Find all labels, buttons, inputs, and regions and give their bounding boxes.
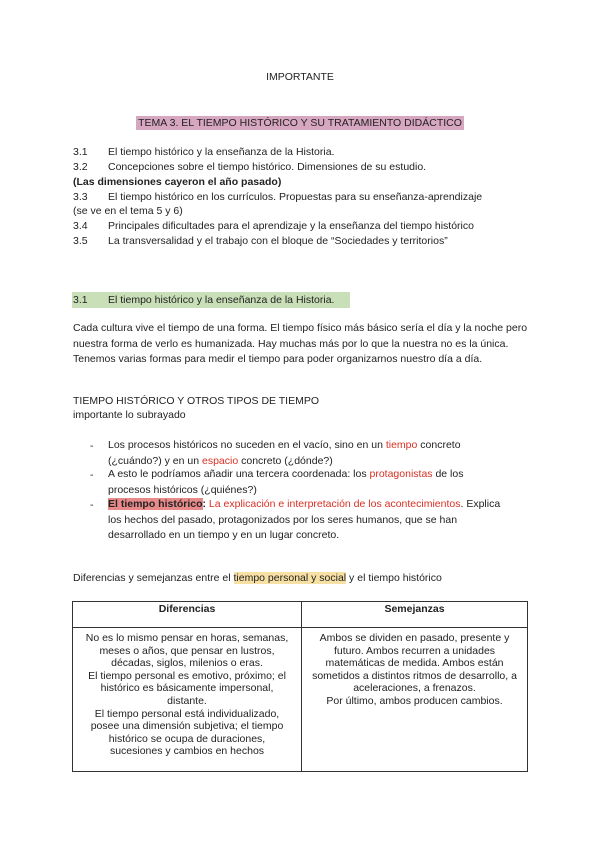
toc-note: (se ve en el tema 5 y 6) [73, 205, 183, 217]
highlight-word: protagonistas [369, 468, 433, 480]
cell-line: aceleraciones, a frenazos. [353, 682, 476, 695]
section-heading [72, 292, 350, 308]
cell-line: No es lo mismo pensar en horas, semanas, [85, 632, 289, 644]
column-header-diferencias: Diferencias [73, 602, 302, 628]
section-title: El tiempo histórico y la enseñanza de la Historia. [108, 294, 335, 306]
bullet-item [108, 497, 508, 544]
bullet-text: A esto le podríamos añadir una tercera coordenada: los [108, 468, 370, 480]
toc-item-num: 3.3 [73, 191, 88, 203]
toc-item-num: 3.2 [73, 161, 88, 173]
cell-line: futuro. Ambos recurren a unidades [333, 644, 496, 657]
cell-line: sucesiones y cambios en hechos [109, 745, 265, 758]
cell-line: histórico se ocupa de duraciones, [108, 732, 266, 745]
table-row [73, 628, 528, 772]
toc-item [73, 145, 533, 159]
toc-item [73, 190, 533, 204]
table-header-row [73, 602, 528, 628]
toc-note-bold: (Las dimensiones cayeron el año pasado) [73, 176, 282, 188]
cell-line: Por último, ambos producen cambios. [326, 694, 503, 707]
section-num: 3.1 [73, 294, 88, 306]
toc-item-num: 3.5 [73, 235, 88, 247]
comparison-table [72, 601, 528, 772]
cell-line: El tiempo personal está individualizado, [94, 707, 280, 720]
cell-line: histórico es básicamente impersonal, [100, 682, 274, 695]
bullet-text: de los procesos históricos (¿quiénes?) [108, 468, 464, 496]
cell-line: décadas, siglos, milenios o eras. [111, 657, 263, 670]
cell-line: Ambos se dividen en pasado, presente y [319, 632, 510, 644]
section-intro: Cada cultura vive el tiempo de una forma. El tiempo físico más básico sería el día y la noche pero nuestra forma de verlo es humanizada. Hay muchas más por lo que la nuestra no es la única. Tenemos varias formas para medir el tiempo para poder organizarnos nuestro día a día. [73, 322, 528, 365]
diferencias-cell [73, 628, 302, 772]
toc-item-text: El tiempo histórico en los currículos. Propuestas para su enseñanza-aprendizaje [108, 191, 483, 203]
diff-intro [73, 571, 533, 587]
toc-item-text: El tiempo histórico y la enseñanza de la Historia. [108, 146, 335, 158]
diff-intro-text: Diferencias y semejanzas entre el [73, 572, 234, 584]
highlight-word: espacio [201, 454, 239, 467]
diff-intro-text: y el tiempo histórico [346, 572, 442, 584]
cell-line: El tiempo personal es emotivo, próximo; el [88, 669, 286, 682]
diff-intro-highlight: tiempo personal y social [233, 572, 347, 584]
bullet-marker: - [90, 499, 94, 511]
toc-item [73, 160, 533, 174]
column-header-semejanzas: Semejanzas [302, 602, 528, 628]
page-header [0, 71, 600, 83]
bullet-text: Los procesos históricos no suceden en el vacío, sino en un [108, 439, 386, 451]
subheading: TIEMPO HISTÓRICO Y OTROS TIPOS DE TIEMPO [73, 395, 320, 407]
toc-item-num: 3.1 [73, 146, 88, 158]
bullet-text: concreto (¿cuándo?) y en un [108, 439, 461, 467]
toc-item-text: Concepciones sobre el tiempo histórico. Dimensiones de su estudio. [108, 161, 427, 173]
bullet-text: . Explica los hechos del pasado, protagonizados por los seres humanos, que se han desarrollado en un tiempo y en un lugar concreto. [108, 498, 501, 541]
cell-line: posee una dimensión subjetiva; el tiempo [90, 720, 284, 733]
term-highlight: El tiempo histórico [108, 498, 203, 510]
toc-item-text: Principales dificultades para el aprendizaje y la enseñanza del tiempo histórico [108, 220, 474, 232]
toc-item [73, 219, 533, 233]
header-title: IMPORTANTE [266, 71, 334, 83]
subheading-note: importante lo subrayado [73, 409, 186, 421]
cell-line: matemáticas de medida. Ambos están [325, 657, 504, 670]
semejanzas-cell [302, 628, 528, 772]
cell-line: distante. [167, 694, 207, 707]
bullet-item [108, 467, 508, 498]
bullet-item [108, 438, 508, 469]
term-colon: : [202, 498, 207, 510]
topic-title: TEMA 3. EL TIEMPO HISTÓRICO Y SU TRATAMIENTO DIDÁCTICO [138, 117, 462, 129]
bullet-text: concreto (¿dónde?) [238, 454, 333, 467]
highlight-word: tiempo [385, 439, 418, 451]
cell-line: sometidos a distintos ritmos de desarrollo, a [312, 669, 517, 682]
toc-item [73, 234, 533, 248]
toc-item-num: 3.4 [73, 220, 88, 232]
cell-line: meses o años, que pensar en lustros, [99, 644, 275, 657]
highlight-phrase: La explicación e interpretación de los acontecimientos [206, 498, 461, 510]
topic-title-wrap [0, 117, 600, 129]
bullet-marker: - [90, 469, 94, 481]
toc-item-text: La transversalidad y el trabajo con el bloque de “Sociedades y territorios” [108, 235, 448, 247]
bullet-marker: - [90, 440, 94, 452]
